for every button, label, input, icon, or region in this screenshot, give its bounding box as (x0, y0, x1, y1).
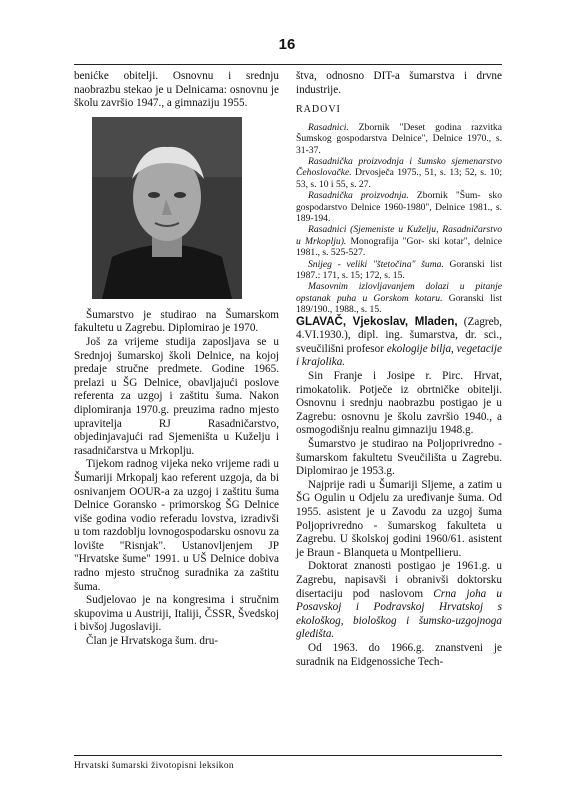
paragraph: Šumarstvo je studirao na Šumarskom fakultetu u Zagrebu. Diplomirao je 1970. (74, 308, 279, 335)
paragraph: Još za vrijeme studija zaposljava se u Srednjoj šumarskoj školi Delnice, na kojoj predaje stručne predmete. Godine 1965. prelazi u ŠG Delnice, obavljajući poslove referenta za uzgoj i zaštitu šuma. Nakon diplomiranja 1970.g. preuzima radno mjesto upravitelja RJ Rasadničarstvo, objedinjavajući rad Sjemeništa u Kuželju i rasadničarstva u Mrkoplju. (74, 335, 279, 457)
header-rule (74, 64, 502, 65)
works-list (296, 122, 502, 316)
paragraph: Najprije radi u Šumariji Sljeme, a zatim u ŠG Ogulin u Odjelu za uređivanje šuma. Od 1955. asistent je u Zavodu za uzgoj šuma Poljoprivredno - šumarskog fakulteta u Zagrebu. U školskoj godini 1960/61. asistent je Braun - Blanqueta u Montpellieru. (296, 478, 502, 559)
paragraph: Doktorat znanosti postigao je 1961.g. u Zagrebu, napisavši i obranivši doktorsku disertaciju pod naslovom Crna joha u Posavskoj i Podravskoj Hrvatskoj s ekološkog, biološkog i šumsko-uzgojnoga gledišta. (296, 560, 502, 641)
work-item: Rasadnici (Sjemeniste u Kuželju, Rasadničarstvo u Mrkoplju). Monografija "Gor- ski kotar", delnice 1981., s. 525-527. (296, 224, 502, 259)
paragraph: Sin Franje i Josipe r. Pirc. Hrvat, rimokatolik. Potječe iz obrtničke obitelji. Osnovnu i srednju naobrazbu postigao je u Zagrebu: osnovnu je školu završio 1940., a osmogodišnju realnu gimnaziju 1948.g. (296, 370, 502, 437)
footer-text: Hrvatski šumarski životopisni leksikon (74, 761, 234, 771)
paragraph: Tijekom radnog vijeka neko vrijeme radi u Šumariji Mrkopalj kao referent uzgoja, da bi osnivanjem OOUR-a za uzgoj i zaštitu šuma Delnice Goransko - primorskog ŠG Delnice više godina vodio referadu lovstva, izradivši u tom razdoblju lovnogospodarsku osnovu za lovište "Risnjak". Ustanovljenjem JP "Hrvatske šume" 1991. u UŠ Delnice dobiva radno mjesto stručnog suradnika za zaštitu šuma. (74, 458, 279, 593)
paragraph: Šumarstvo je studirao na Poljoprivredno - šumarskom fakultetu Sveučilišta u Zagrebu. Diplomirao je 1953.g. (296, 438, 502, 478)
paragraph: Od 1963. do 1966.g. znanstveni je suradnik na Eidgenossiche Tech- (296, 641, 502, 668)
entry-name: GLAVAČ, Vjekoslav, Mladen, (296, 315, 458, 328)
work-item: Rasadnička proizvodnja. Zbornik "Šum- sko gospodarstvo Delnice 1960-1980", Delnice 1981., s. 189-194. (296, 190, 502, 225)
portrait-photo (92, 117, 242, 299)
footer-rule (74, 755, 502, 756)
paragraph: Sudjelovao je na kongresima i stručnim skupovima u Austriji, Italiji, ČSSR, Švedskoj i bivšoj Jugoslaviji. (74, 594, 279, 634)
work-item: Rasadnička proizvodnja i šumsko sjemenarstvo Čehoslovačke. Drvosječa 1975., 51, s. 13; 52, s. 10; 53, s. 10 i 55, s. 27. (296, 156, 502, 190)
work-item: Masovnim izlovljavanjem dolazi u pitanje opstanak puha u Gorskom kotaru. Goranski list 189/190., 1988., s. 15. (296, 281, 502, 316)
left-column (74, 70, 279, 649)
work-item: Rasadnici. Zbornik "Deset godina razvitka Šumskog gospodarstva Delnice", Delnice 1970., s. 31-37. (296, 121, 502, 156)
entry-heading: GLAVAČ, Vjekoslav, Mladen, (Zagreb, 4.VI.1930.), dipl. ing. šumarstva, dr. sci., sveučilišni profesor ekologije bilja, vegetacije i krajolika. (296, 315, 502, 369)
work-item: Snijeg - veliki "štetočina" šuma. Goranski list 1987.: 171, s. 15; 172, s. 15. (296, 258, 502, 282)
paragraph: Član je Hrvatskoga šum. dru- (86, 635, 219, 648)
section-heading: RADOVI (296, 104, 341, 116)
paragraph: benićke obitelji. Osnovnu i srednju naobrazbu stekao je u Delnicama: osnovnu je školu završio 1947., a gimnaziju 1955. (74, 70, 279, 110)
right-column (296, 70, 502, 669)
page-number: 16 (278, 36, 296, 53)
paragraph: štva, odnosno DIT-a šumarstva i drvne industrije. (296, 70, 502, 96)
